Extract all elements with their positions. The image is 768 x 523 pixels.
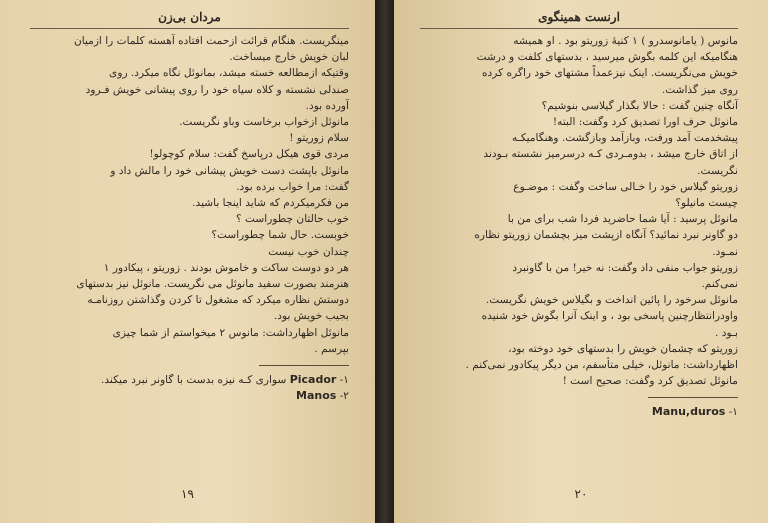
text-line: چیست مانیلو؟: [675, 197, 738, 210]
text-line: نمـود.: [712, 245, 738, 258]
text-line: مردی قوی هیکل درپاسخ گفت: سلام کوچولو!: [149, 148, 349, 161]
left-page: [0, 0, 375, 523]
text-line: دوستش نظاره میکرد که مشغول تا کردن وگذاشتن روزنامـه: [87, 294, 349, 307]
text-line: گفت: مرا خواب برده بود.: [236, 180, 349, 193]
text-line: خویش می‌نگریست. اینک نیزعمداً مشتهای خود راگره کرده: [482, 67, 738, 80]
text-line: زوریتو گیلاس خود را خـالی ساخت وگفت : موضـوع: [513, 180, 738, 193]
footnote: [420, 404, 738, 420]
text-line: پیشخدمت آمد ورفت، وبازآمد وبازگشت. وهنگامیکـه: [512, 132, 738, 145]
text-line: بجیب خویش بود.: [273, 310, 349, 323]
text-line: نگریست.: [697, 164, 738, 177]
footnote-rule: [648, 397, 738, 398]
header-rule: [30, 28, 349, 29]
text-line: بپرسم .: [314, 342, 349, 355]
page-number: ۱۹: [181, 487, 194, 501]
footnote-number: ۱-: [336, 374, 349, 387]
text-line: خوبست. حال شما چطوراست؟: [211, 229, 349, 242]
footnote-term: Manu,duros: [651, 405, 726, 419]
footnote-number: ۱-: [725, 406, 738, 419]
page-number: ۲۰: [574, 487, 588, 501]
footnote-text: سواری کـه نیزه بدست با گاونر نبرد میکند.: [100, 374, 290, 387]
right-page: [394, 0, 768, 523]
text-line: بـود .: [715, 326, 738, 339]
running-head: ارنست همینگوی: [538, 10, 620, 24]
text-line: وقتیکه ازمطالعه خسته میشد، بمانوئل نگاه میکرد. روی: [109, 67, 349, 80]
footnotes: [30, 372, 349, 404]
text-line: مانوئل ازخواب برخاست وباو نگریست.: [179, 116, 349, 129]
text-line: دو گاونر نبرد نمائید؟ آنگاه ازپشت میز بچشمان زوریتو نظاره: [474, 229, 738, 242]
text-line: مانوئل تصدیق کرد وگفت: صحیح است !: [562, 375, 738, 388]
text-line: آورده بود.: [305, 99, 349, 112]
text-line: واودرانتظارچنین پاسخی بود ، و اینک آنرا بگوش خود شنیده: [481, 310, 738, 323]
footnote-number: ۲-: [336, 390, 349, 403]
book-gutter: [375, 0, 394, 523]
text-line: مانوئل باپشت دست خویش پیشانی خود را مالش داد و: [110, 164, 349, 177]
running-head: مردان بی‌زن: [158, 10, 221, 24]
text-line: سلام زوریتو !: [289, 132, 349, 145]
text-line: اظهارداشت: مانوئل، خیلی متأسفم، من دیگر پیکادور نمی‌کنم .: [465, 359, 738, 372]
footnote: [30, 388, 349, 404]
text-line: نمی‌کنم.: [701, 278, 738, 291]
footnote-rule: [259, 365, 349, 366]
text-line: مانوئل سرخود را پائین انداخت و بگیلاس خویش نگریست.: [485, 294, 738, 307]
text-line: مانوئل حرف اورا تصدیق کرد وگفت: البته!: [552, 116, 738, 129]
text-line: هنگامیکه این کلمه بگوش میرسید ، بدستهای کلفت و درشت: [476, 51, 738, 64]
text-line: مانوئل اظهارداشت: مانوس ۲ میخواستم از شما چیزی: [112, 326, 349, 339]
footnote-term: Picador: [289, 373, 337, 387]
text-line: صندلی نشسته و کلاه سیاه خود را روی پیشانی خویش فـرود: [85, 83, 349, 96]
page-body: [420, 33, 738, 389]
text-line: مانوئل پرسید : آیا شما حاضرید فردا شب برای من با: [507, 213, 738, 226]
header-rule: [420, 28, 738, 29]
text-line: آنگاه چنین گفت : حالا بگذار گیلاسی بنوشیم؟: [541, 99, 738, 112]
text-line: زوریتو جواب منفی داد وگفت: نه خیر! من با گاونبرد: [512, 261, 738, 274]
text-line: من فکرمیکردم که شاید اینجا باشید.: [192, 197, 349, 210]
text-line: مینگریست. هنگام قرائت ازحمت افتاده آهسته کلمات را ازمیان: [73, 35, 349, 47]
footnote-term: Manos: [296, 389, 337, 403]
text-line: چندان خوب نیست: [268, 245, 349, 258]
footnotes: [420, 404, 738, 420]
text-line: مانوس ( یامانوسدرو ) ۱ کنیهٔ زوریتو بود . او همیشه: [513, 35, 738, 47]
text-line: لبان خویش خارج میساخت.: [229, 51, 349, 64]
text-line: روی میز گذاشت.: [661, 83, 738, 96]
text-line: زوریتو که چشمان خویش را بدستهای خود دوخته بود،: [508, 342, 738, 355]
footnote: [30, 372, 349, 388]
text-line: خوب حالتان چطوراست ؟: [236, 213, 349, 226]
text-line: هر دو دوست ساکت و خاموش بودند . زوریتو ، پیکادور ۱: [103, 261, 349, 274]
text-line: هنرمند بصورت سفید مانوئل می نگریست. مانوئل نیز بدستهای: [76, 278, 349, 291]
text-line: از اتاق خارج میشد ، بدومـردی کـه درسرمیز نشسته بـودند: [483, 148, 738, 161]
page-body: [30, 33, 349, 357]
